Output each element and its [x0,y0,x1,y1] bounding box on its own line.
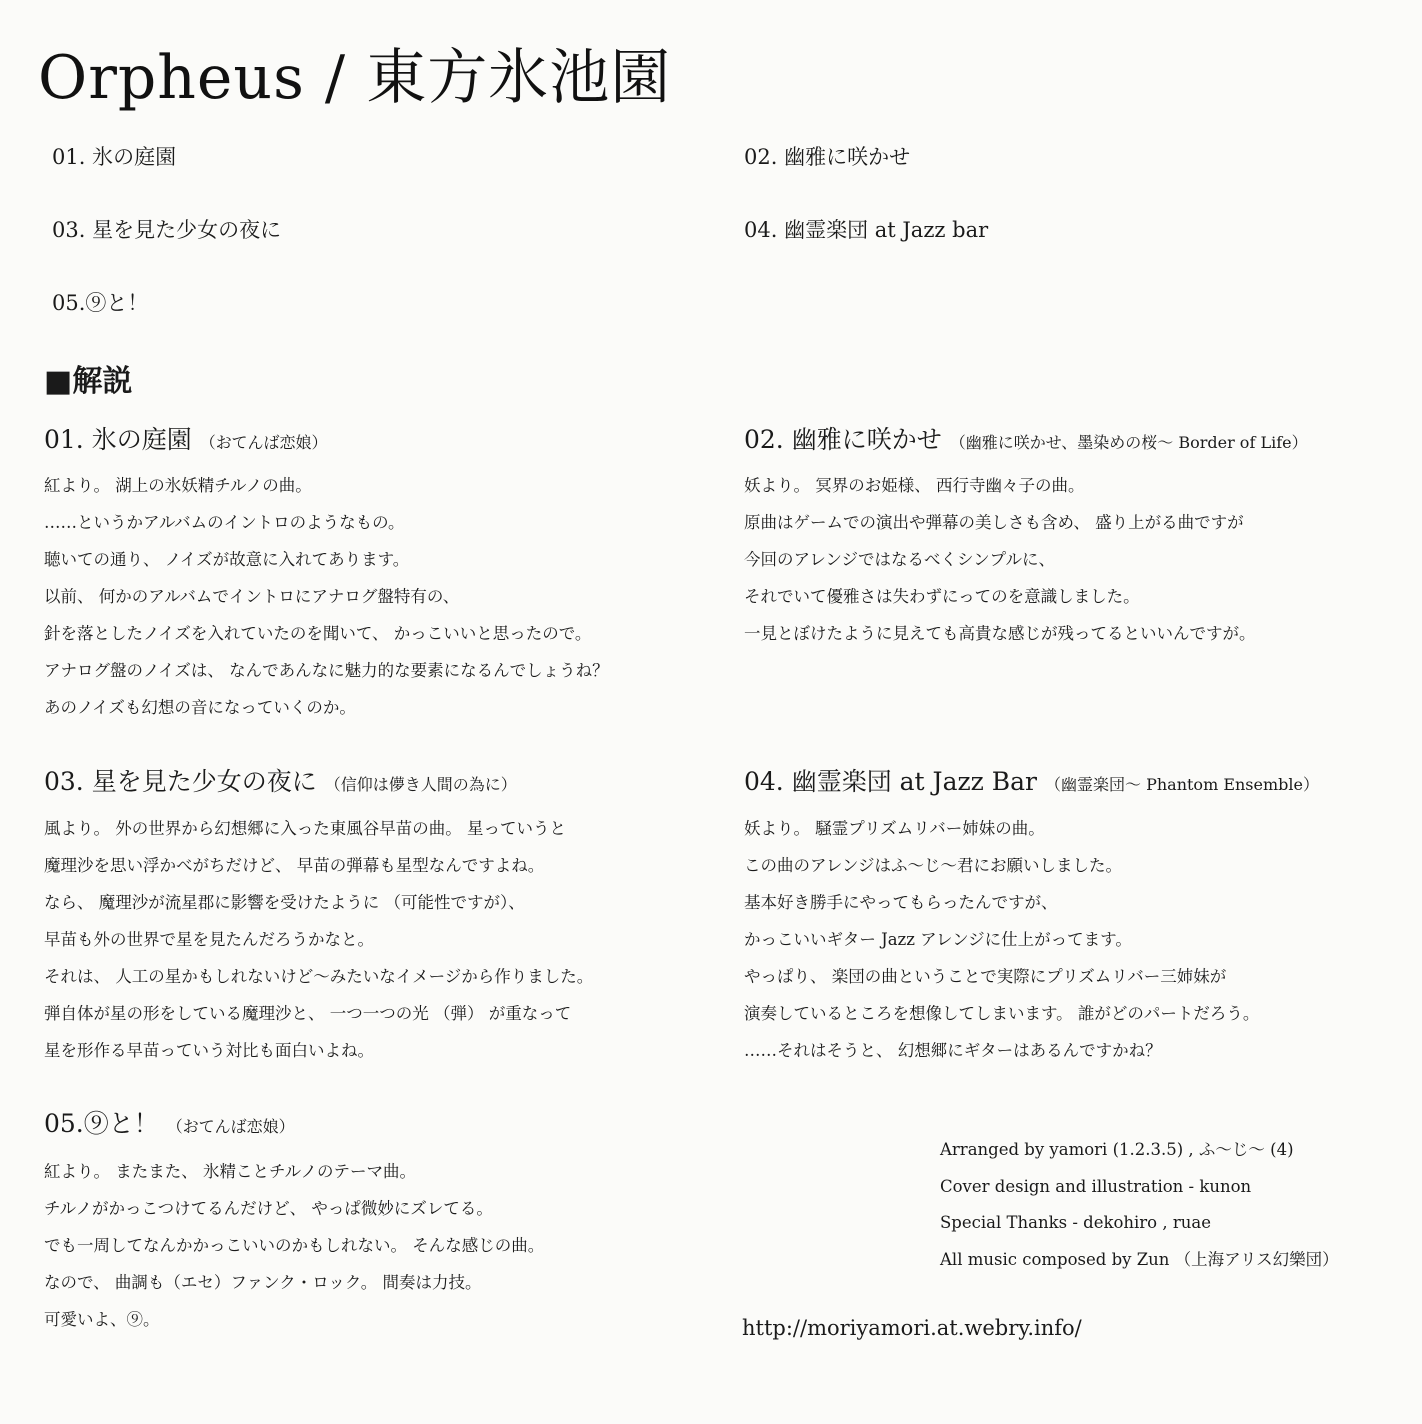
note-line: それは、 人工の星かもしれないけど～みたいなイメージから作りました。 [44,967,594,986]
note-line: なので、 曲調も（エセ）ファンク・ロック。 間奏は力技。 [44,1273,482,1292]
note-line: 紅より。 湖上の氷妖精チルノの曲。 [44,476,312,495]
credits [940,1132,1339,1278]
note-line: 風より。 外の世界から幻想郷に入った東風谷早苗の曲。 星っていうと [44,819,566,838]
note-line: 妖より。 冥界のお姫様、 西行寺幽々子の曲。 [744,476,1085,495]
note-line: ……というかアルバムのイントロのようなもの。 [44,513,405,532]
note-line: チルノがかっこつけてるんだけど、 やっぱ微妙にズレてる。 [44,1199,493,1218]
note-body [744,810,1259,1069]
note-line: ……それはそうと、 幻想郷にギターはあるんですかね？ [744,1041,1162,1060]
note-line: 魔理沙を思い浮かべがちだけど、 早苗の弾幕も星型なんですよね。 [44,856,545,875]
note-title-text: 01. 氷の庭園 [44,425,192,454]
note-line: 基本好き勝手にやってもらったんですが、 [744,893,1058,912]
tracklist-item: 04. 幽霊楽団 at Jazz bar [744,218,989,242]
note-line: それでいて優雅さは失わずにってのを意識しました。 [744,587,1140,606]
note-body [44,467,609,726]
note-line: この曲のアレンジはふ～じ～君にお願いしました。 [744,856,1123,875]
note-title-text: 04. 幽霊楽団 at Jazz Bar [744,767,1037,796]
note-line: 聴いての通り、 ノイズが故意に入れてあります。 [44,550,410,569]
note-line: 星を形作る早苗っていう対比も面白いよね。 [44,1041,374,1060]
tracklist-item: 03. 星を見た少女の夜に [52,218,282,242]
note-body [44,810,593,1069]
tracklist-item: 02. 幽雅に咲かせ [744,145,911,169]
note-line: 今回のアレンジではなるべくシンプルに、 [744,550,1055,569]
note-subtitle: （幽霊楽団～ Phantom Ensemble） [1045,775,1319,794]
credit-line: Arranged by yamori (1.2.3.5) , ふ～じ～ (4) [940,1140,1294,1159]
note-line: 妖より。 騒霊プリズムリバー姉妹の曲。 [744,819,1045,838]
note-subtitle: （おてんば恋娘） [199,433,328,452]
credit-line: All music composed by Zun （上海アリス幻樂団） [940,1249,1339,1269]
credit-line: Cover design and illustration - kunon [940,1176,1252,1196]
note-body [44,1153,544,1338]
tracklist-item: 05.⑨と！ [52,291,149,315]
note-line: アナログ盤のノイズは、 なんであんなに魅力的な要素になるんでしょうね？ [44,661,609,680]
note-subtitle: （信仰は儚き人間の為に） [324,775,517,794]
note-line: やっぱり、 楽団の曲ということで実際にプリズムリバー三姉妹が [744,967,1227,986]
note-title [744,422,1308,461]
note-title-text: 05.⑨と！ [44,1109,159,1138]
note-line: 針を落としたノイズを入れていたのを聞いて、 かっこいいと思ったので。 [44,624,592,643]
note-line: でも一周してなんかかっこいいのかもしれない。 そんな感じの曲。 [44,1236,545,1255]
note-line: 演奏しているところを想像してしまいます。 誰がどのパートだろう。 [744,1004,1260,1023]
square-bullet-icon: ■ [44,364,73,399]
album-title: Orpheus / 東方氷池園 [38,43,672,113]
note-line: 可愛いよ、⑨。 [44,1310,160,1329]
section-heading [44,362,132,402]
note-line: あのノイズも幻想の音になっていくのか。 [44,698,356,717]
note-line: かっこいいギター Jazz アレンジに仕上がってます。 [744,930,1132,949]
credit-line: Special Thanks - dekohiro , ruae [940,1213,1211,1232]
tracklist-item: 01. 氷の庭園 [52,145,177,169]
note-title [44,422,328,461]
note-title [44,764,517,803]
note-subtitle: （おてんば恋娘） [166,1117,295,1136]
note-subtitle: （幽雅に咲かせ、墨染めの桜～ Border of Life） [949,433,1308,452]
note-line: 早苗も外の世界で星を見たんだろうかなと。 [44,930,374,949]
note-line: 紅より。 またまた、 氷精ことチルノのテーマ曲。 [44,1162,417,1181]
section-heading-label: 解説 [72,364,133,399]
note-title [744,764,1319,803]
note-line: 以前、 何かのアルバムでイントロにアナログ盤特有の、 [44,587,460,606]
note-line: なら、 魔理沙が流星郡に影響を受けたように （可能性ですが）、 [44,893,525,912]
note-line: 弾自体が星の形をしている魔理沙と、 一つ一つの光 （弾） が重なって [44,1004,572,1023]
note-title [44,1106,295,1145]
note-line: 原曲はゲームでの演出や弾幕の美しさも含め、 盛り上がる曲ですが [744,513,1244,532]
note-body [744,467,1256,652]
note-title-text: 03. 星を見た少女の夜に [44,767,317,796]
note-line: 一見とぼけたように見えても高貴な感じが残ってるといいんですが。 [744,624,1256,643]
note-title-text: 02. 幽雅に咲かせ [744,425,942,454]
website-url: http://moriyamori.at.webry.info/ [742,1316,1082,1340]
